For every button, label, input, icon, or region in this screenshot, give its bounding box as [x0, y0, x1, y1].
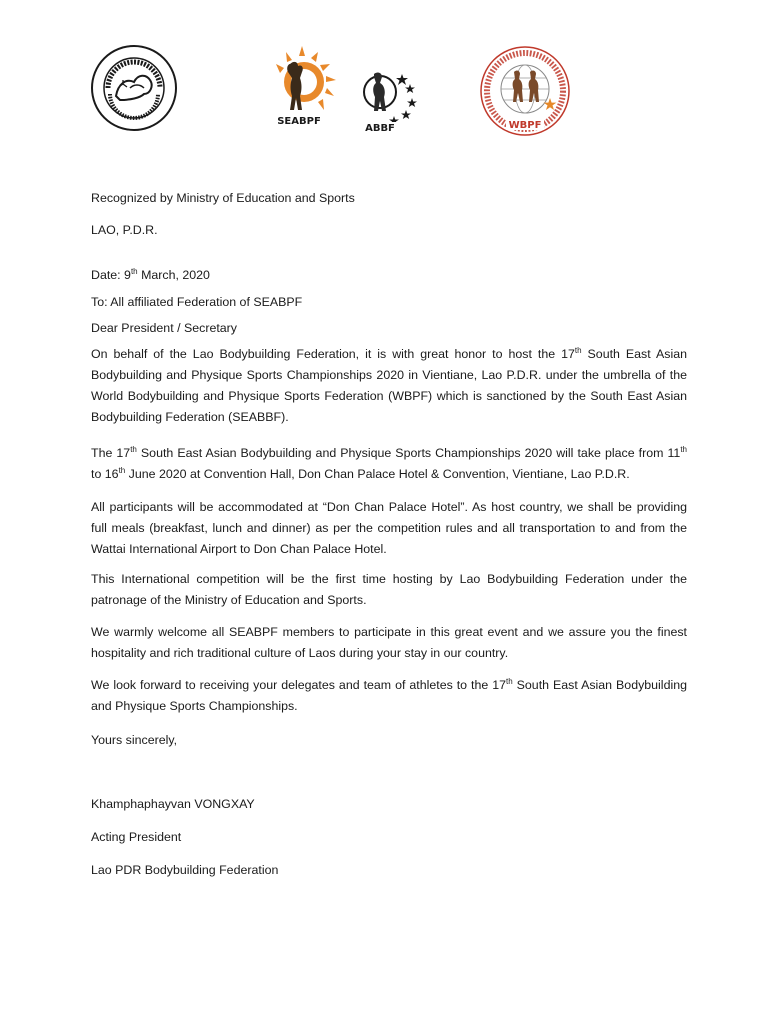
closing-line: Yours sincerely, [91, 733, 178, 747]
paragraph-6 [91, 675, 687, 717]
p6-text-b: South East Asian Bodybuilding [512, 678, 687, 692]
paragraph-5 [91, 622, 687, 664]
paragraph-1-line-4: Bodybuilding Federation (SEABBF). [91, 410, 289, 424]
paragraph-1 [91, 344, 687, 428]
seabpf-logo [260, 44, 338, 128]
paragraph-1-line-2: Bodybuilding and Physique Sports Championships 2020 in Vientiane, Lao P.D.R. under the umbrella of the [91, 368, 687, 382]
lao-bodybuilding-federation-logo [90, 44, 178, 132]
p2-sup-a: th [130, 444, 137, 454]
date-suffix: March, 2020 [137, 268, 210, 282]
paragraph-1-line-3: World Bodybuilding and Physique Sports Federation (WBPF) which is sanctioned by the South East Asian [91, 389, 687, 403]
p2-sup-b: th [680, 444, 687, 454]
p1-sup: th [574, 345, 582, 355]
paragraph-1-line-1 [91, 344, 687, 365]
p2-text-a: The 17 [91, 446, 131, 460]
paragraph-4 [91, 569, 687, 611]
date-line [91, 267, 210, 283]
p1-text-a: On behalf of the Lao Bodybuilding Federation, it is with great honor to host the 17 [91, 347, 575, 361]
paragraph-6-line-2: and Physique Sports Championships. [91, 699, 298, 713]
p2-text-d: June 2020 at Convention Hall, Don Chan Palace Hotel & Convention, Vientiane, Lao P.D.R. [125, 467, 630, 481]
p2-text-b: South East Asian Bodybuilding and Physique Sports Championships 2020 will take place from 11 [136, 446, 681, 460]
to-line: To: All affiliated Federation of SEABPF [91, 295, 303, 309]
paragraph-5-line-2: hospitality and rich traditional culture of Laos during your stay in our country. [91, 646, 509, 660]
paragraph-2 [91, 443, 687, 485]
paragraph-5-line-1: We warmly welcome all SEABPF members to participate in this great event and we assure you the finest [91, 625, 687, 639]
paragraph-2-line-1 [91, 443, 687, 464]
wbpf-logo [478, 44, 572, 138]
paragraph-3 [91, 497, 687, 560]
paragraph-3-line-2: full meals (breakfast, lunch and dinner) as per the competition rules and all transportation to and from the [91, 521, 687, 535]
p2-text-c: to 16 [91, 467, 119, 481]
p1-text-b: South East Asian [581, 347, 687, 361]
paragraph-4-line-1: This International competition will be the first time hosting by Lao Bodybuilding Federation under the [91, 572, 687, 586]
salutation-line: Dear President / Secretary [91, 321, 237, 335]
paragraph-6-line-1 [91, 675, 687, 696]
p2-sup-c: th [118, 465, 126, 475]
paragraph-3-line-1: All participants will be accommodated at “Don Chan Palace Hotel”. As host country, we shall be providing [91, 500, 687, 514]
abbf-logo [340, 66, 420, 132]
country-line: LAO, P.D.R. [91, 223, 158, 237]
abbf-logo-text: ABBF [365, 123, 395, 132]
date-sup: th [130, 266, 138, 276]
wbpf-logo-text: WBPF [508, 120, 542, 131]
paragraph-3-line-3: Wattai International Airport to Don Chan Palace Hotel. [91, 542, 387, 556]
seabpf-logo-text: SEABPF [277, 116, 321, 127]
recognized-line: Recognized by Ministry of Education and Sports [91, 191, 355, 205]
signer-org: Lao PDR Bodybuilding Federation [91, 863, 279, 877]
signer-name: Khamphaphayvan VONGXAY [91, 797, 255, 811]
p6-text-a: We look forward to receiving your delegates and team of athletes to the 17 [91, 678, 507, 692]
p6-sup: th [506, 676, 513, 686]
signer-title: Acting President [91, 830, 182, 844]
paragraph-4-line-2: patronage of the Ministry of Education and Sports. [91, 593, 367, 607]
paragraph-2-line-2 [91, 464, 687, 485]
date-prefix: Date: 9 [91, 268, 131, 282]
